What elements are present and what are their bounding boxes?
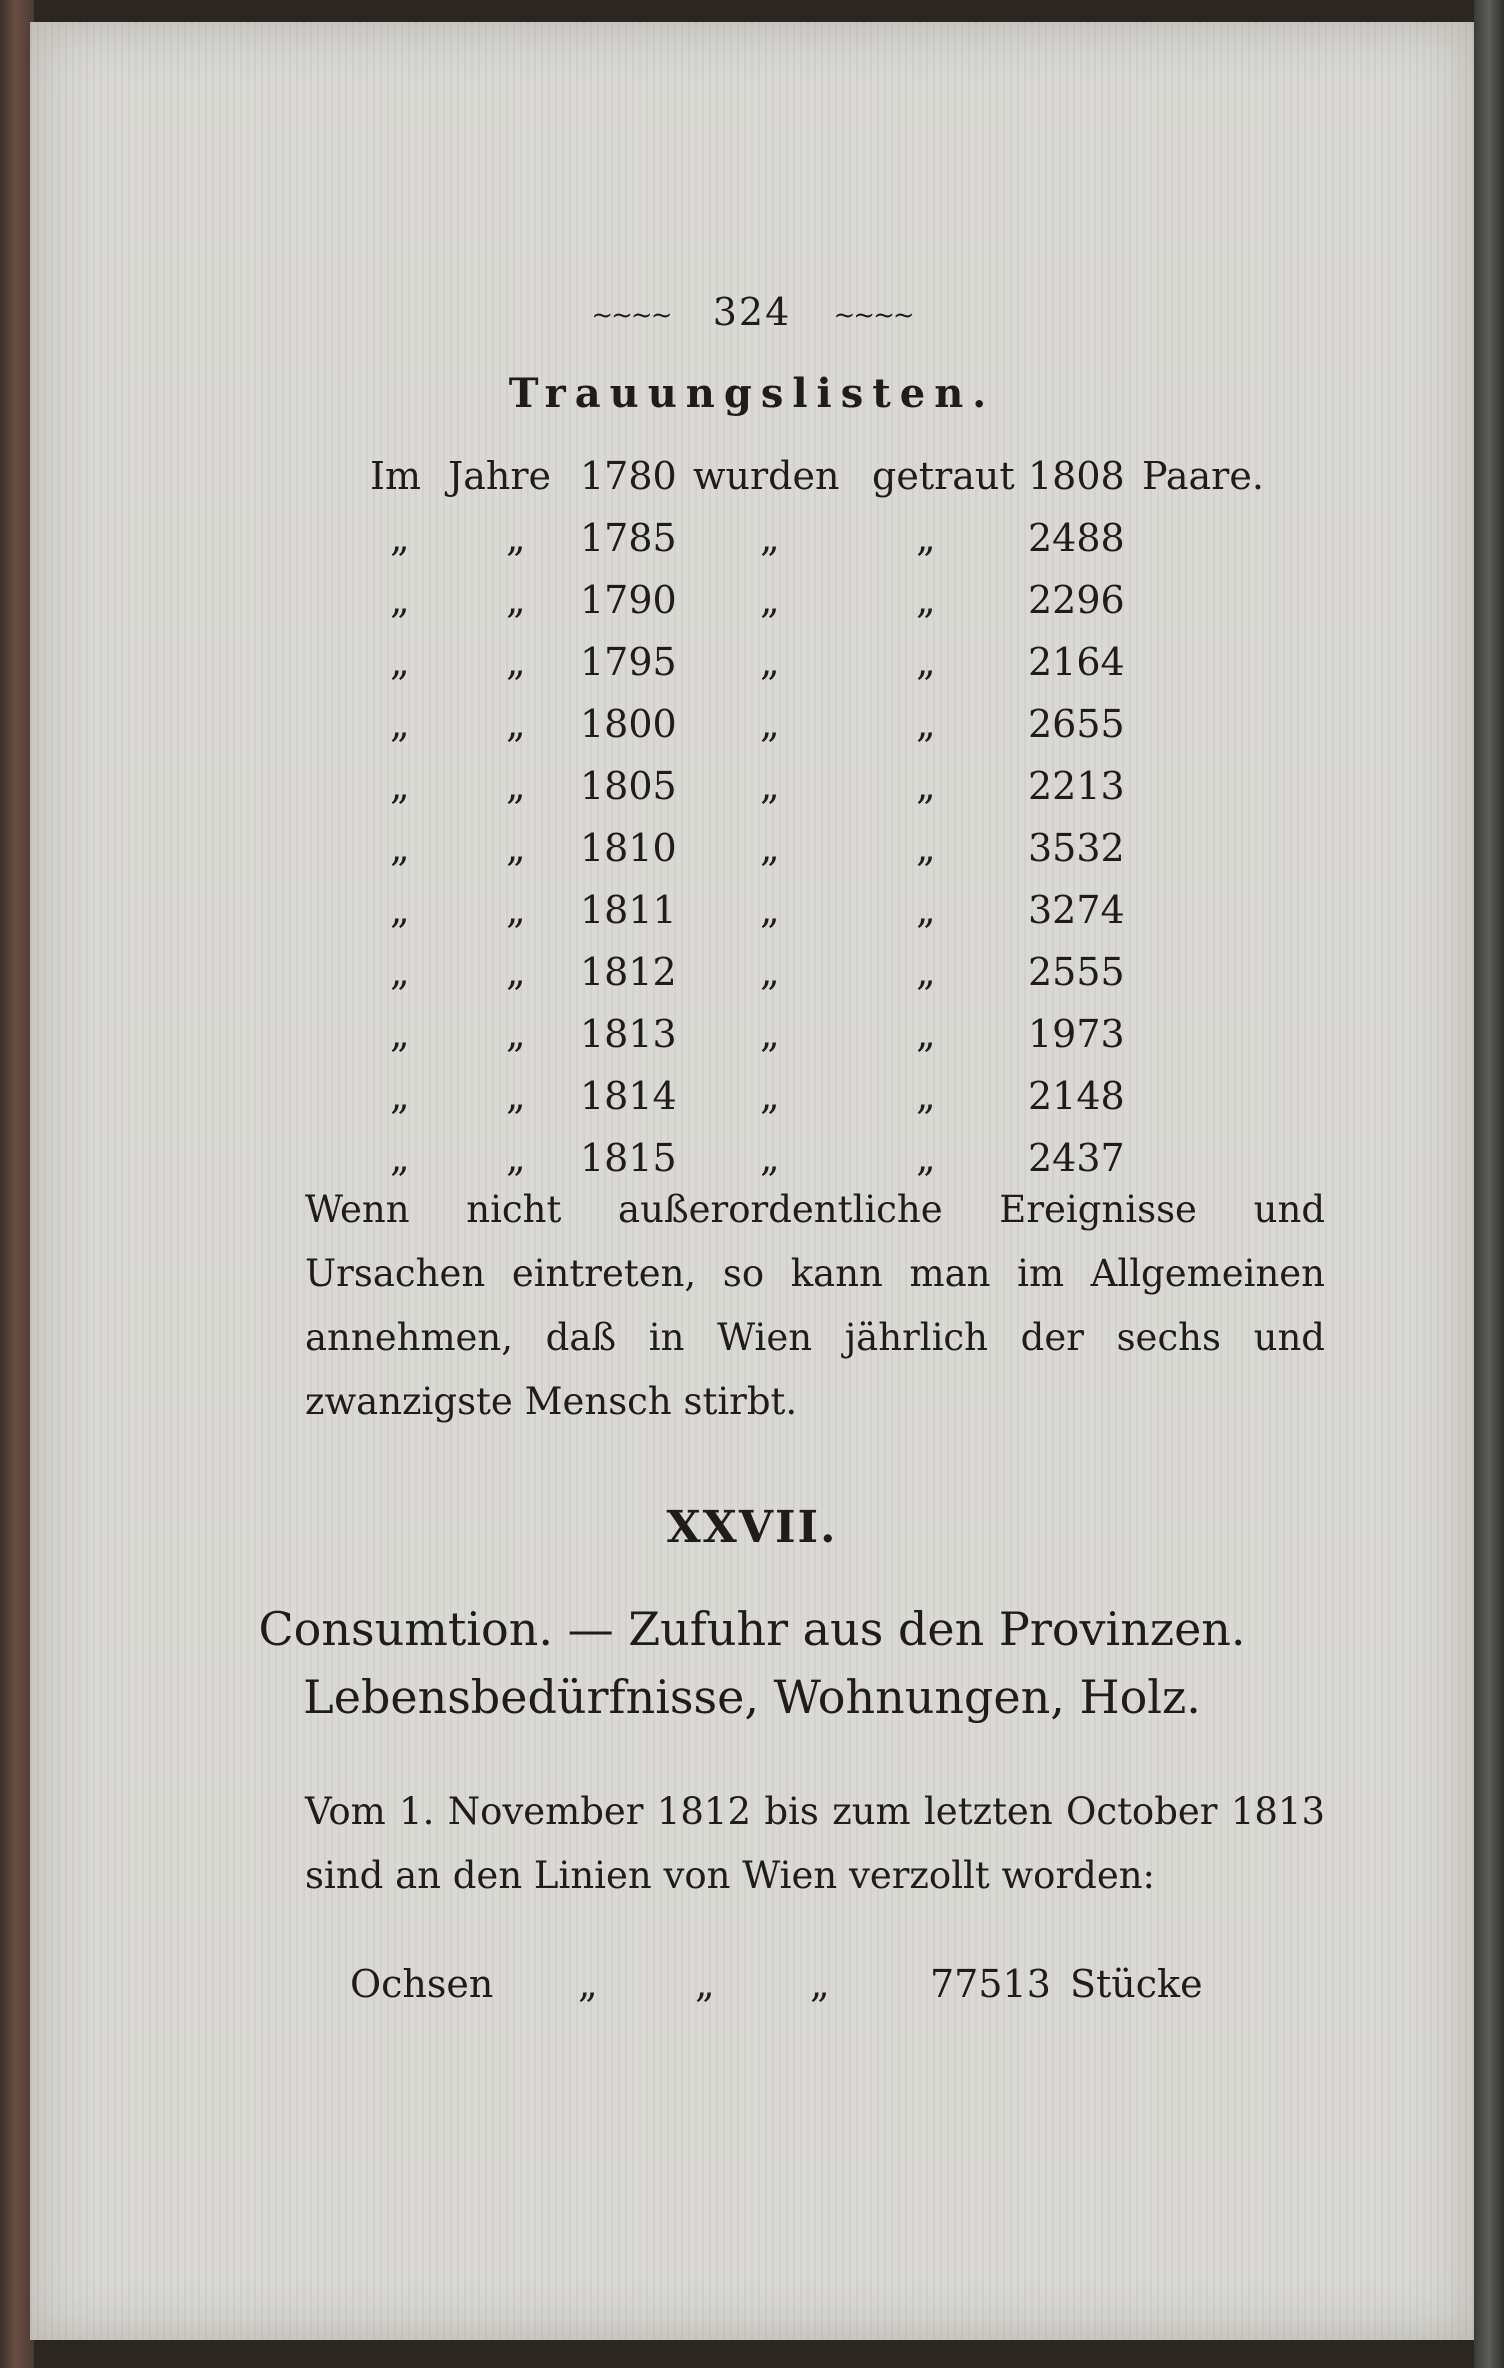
ditto-mark: „ — [810, 1962, 830, 2006]
ditto-mark: „ — [390, 1136, 410, 1180]
row-number: 2296 — [1028, 578, 1125, 622]
ditto-mark: „ — [506, 764, 526, 808]
row-year: 1805 — [580, 764, 677, 808]
section-number: XXVII. — [666, 1502, 838, 1553]
row-year: 1814 — [580, 1074, 677, 1118]
ditto-mark: „ — [695, 1962, 715, 2006]
row-year: 1795 — [580, 640, 677, 684]
ditto-mark: „ — [760, 950, 780, 994]
ditto-mark: „ — [506, 1074, 526, 1118]
ditto-mark: „ — [506, 1012, 526, 1056]
ditto-mark: „ — [390, 516, 410, 560]
ditto-mark: „ — [390, 578, 410, 622]
ditto-mark: „ — [506, 578, 526, 622]
ditto-mark: „ — [760, 702, 780, 746]
ditto-mark: „ — [578, 1962, 598, 2006]
consumption-item: Ochsen — [350, 1962, 494, 2006]
ditto-mark: „ — [916, 1074, 936, 1118]
ditto-mark: „ — [390, 1074, 410, 1118]
row-number: 3532 — [1028, 826, 1125, 870]
page-header — [30, 290, 1474, 334]
ditto-mark: „ — [390, 640, 410, 684]
paragraph-tolls: Vom 1. November 1812 bis zum letzten October 1813 sind an den Linien von Wien verzollt worden: — [305, 1790, 1325, 1897]
ditto-mark: „ — [916, 888, 936, 932]
ditto-mark: „ — [390, 950, 410, 994]
ditto-mark: „ — [916, 1012, 936, 1056]
ditto-mark: „ — [760, 516, 780, 560]
section-heading-line2: Lebensbedürfnisse, Wohnungen, Holz. — [303, 1670, 1201, 1724]
row-number: 2164 — [1028, 640, 1125, 684]
ditto-mark: „ — [916, 1136, 936, 1180]
ditto-mark: „ — [390, 826, 410, 870]
row-year: 1815 — [580, 1136, 677, 1180]
ditto-mark: „ — [760, 888, 780, 932]
ditto-mark: „ — [506, 640, 526, 684]
consumption-unit: Stücke — [1070, 1962, 1203, 2006]
ditto-mark: „ — [390, 764, 410, 808]
row-number: 3274 — [1028, 888, 1125, 932]
ditto-mark: „ — [760, 826, 780, 870]
ditto-mark: „ — [916, 578, 936, 622]
ditto-mark: „ — [506, 702, 526, 746]
row-year: 1813 — [580, 1012, 677, 1056]
row-year: 1800 — [580, 702, 677, 746]
ditto-mark: „ — [916, 764, 936, 808]
row-number: 2555 — [1028, 950, 1125, 994]
row-label-im: Im — [370, 454, 422, 498]
row-year: 1785 — [580, 516, 677, 560]
ditto-mark: „ — [760, 1074, 780, 1118]
row-year: 1790 — [580, 578, 677, 622]
ditto-mark: „ — [916, 950, 936, 994]
row-number: 1973 — [1028, 1012, 1125, 1056]
ditto-mark: „ — [760, 640, 780, 684]
row-label-getraut: getraut — [872, 454, 1015, 498]
book-spine — [0, 0, 34, 2368]
ditto-mark: „ — [506, 1136, 526, 1180]
row-number: 2488 — [1028, 516, 1125, 560]
ditto-mark: „ — [390, 1012, 410, 1056]
row-year: 1810 — [580, 826, 677, 870]
row-year: 1811 — [580, 888, 677, 932]
ditto-mark: „ — [916, 516, 936, 560]
ditto-mark: „ — [760, 764, 780, 808]
ditto-mark: „ — [916, 640, 936, 684]
section-heading-line1: Consumtion. — Zufuhr aus den Provinzen. — [258, 1602, 1246, 1656]
row-number: 2213 — [1028, 764, 1125, 808]
ditto-mark: „ — [506, 826, 526, 870]
row-year: 1812 — [580, 950, 677, 994]
ditto-mark: „ — [916, 702, 936, 746]
ditto-mark: „ — [760, 1136, 780, 1180]
ditto-mark: „ — [506, 516, 526, 560]
consumption-number: 77513 — [930, 1962, 1051, 2006]
ditto-mark: „ — [760, 578, 780, 622]
ditto-mark: „ — [916, 826, 936, 870]
row-number: 1808 — [1028, 454, 1125, 498]
ornament-right: ~~~~ — [833, 300, 913, 331]
ditto-mark: „ — [760, 1012, 780, 1056]
row-year: 1780 — [580, 454, 677, 498]
ditto-mark: „ — [506, 888, 526, 932]
page-edge — [1474, 0, 1504, 2368]
table-title: Trauungslisten. — [508, 370, 996, 417]
row-number: 2437 — [1028, 1136, 1125, 1180]
ditto-mark: „ — [506, 950, 526, 994]
page-number: 324 — [712, 290, 792, 334]
ditto-mark: „ — [390, 702, 410, 746]
row-number: 2655 — [1028, 702, 1125, 746]
paragraph-mortality: Wenn nicht außerordentliche Ereignisse und Ursachen eintreten, so kann man im Allgemeinen annehmen, daß in Wien jährlich der sechs und zwanzigste Mensch stirbt. — [305, 1188, 1325, 1423]
row-number: 2148 — [1028, 1074, 1125, 1118]
row-label-jahre: Jahre — [448, 454, 552, 498]
book-page — [30, 22, 1474, 2340]
row-unit: Paare. — [1142, 454, 1264, 498]
row-label-wurden: wurden — [693, 454, 840, 498]
ditto-mark: „ — [390, 888, 410, 932]
ornament-left: ~~~~ — [591, 300, 671, 331]
